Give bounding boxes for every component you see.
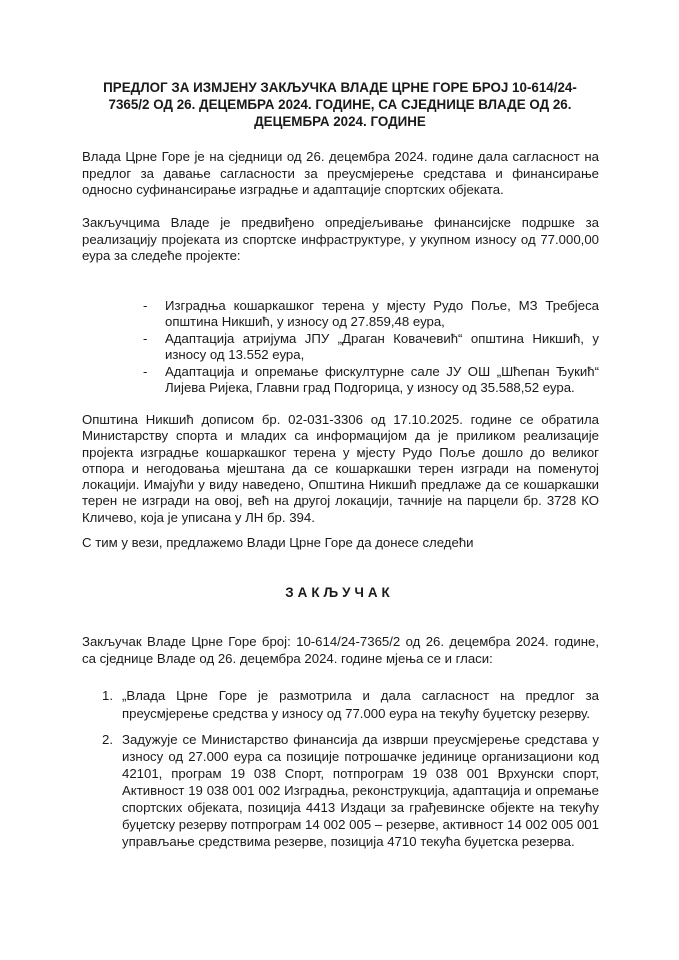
list-marker: - [143, 330, 148, 346]
list-item-text: Адаптација атријума ЈПУ „Драган Ковачевић“ општина Никшић, у износу од 13.552 еура, [165, 330, 599, 363]
paragraph-proposal: С тим у вези, предлажемо Влади Црне Горе да донесе следећи [82, 535, 474, 550]
list-item-text: Изградња кошаркашког терена у мјесту Рудо Поље, МЗ Требјеса општина Никшић, у износу од 27.859,48 еура, [165, 298, 599, 330]
list-item [143, 298, 599, 331]
list-marker: - [143, 363, 148, 379]
list-item [143, 364, 599, 397]
paragraph-conclusion-intro: Закључак Владе Црне Горе број: 10-614/24-7365/2 од 26. децембра 2024. године, са сједнице Владе од 26. децембра 2024. године мјења се и гласи: [82, 634, 599, 666]
list-marker: - [143, 298, 148, 313]
paragraph-government-consent: Влада Црне Горе је на сједници од 26. децембра 2024. године дала сагласност на предлог за давање сагласности за преусмјерење средстава и финансирање односно суфинансирање изградње и адаптације спортских објеката. [82, 149, 599, 198]
list-item-text: Адаптација и опремање фискултурне сале ЈУ ОШ „Шћепан Ђукић“ Лијева Ријека, Главни град Подгорица, у износу од 35.588,52 еура. [165, 363, 599, 396]
list-number: 2. [102, 732, 113, 747]
list-item [102, 687, 599, 723]
list-item [143, 331, 599, 364]
document-title: ПРЕДЛОГ ЗА ИЗМЈЕНУ ЗАКЉУЧКА ВЛАДЕ ЦРНЕ ГОРЕ БРОЈ 10-614/24-7365/2 ОД 26. ДЕЦЕМБРА 2024. ГОДИНЕ, СА СЈЕДНИЦЕ ВЛАДЕ ОД 26. ДЕЦЕМБРА 2024. ГОДИНЕ [103, 80, 577, 129]
conclusion-heading: ЗАКЉУЧАК [285, 585, 394, 600]
list-item-text: Задужује се Министарство финансија да изврши преусмјерење средстава у износу од 27.000 еура са позиције потрошачке јединице организациони код 42101, програм 19 038 Спорт, потпрограм 19 038 001 Врхунски спорт, Активност 19 038 001 002 Изградња, реконструкција, адаптација и опремање спортских објеката, позиција 4413 Издаци за грађевинске објекте на текућу буџетску резерву потпрограм 14 002 005 – резерве, активност 14 002 005 001 управљање средствима резерве, позиција 4710 текућа буџетска резерва. [122, 732, 599, 849]
list-number: 1. [102, 688, 113, 703]
paragraph-financial-support: Закључцима Владе је предвиђено опредјељивање финансијске подршке за реализацију пројеката из спортске инфраструктуре, у укупном износу од 77.000,00 еура за следеће пројекте: [82, 215, 599, 264]
projects-list [143, 298, 599, 396]
list-item [102, 731, 599, 850]
conclusion-items-list [102, 687, 599, 850]
paragraph-niksic-letter: Општина Никшић дописом бр. 02-031-3306 од 17.10.2025. године се обратила Министарству спорта и младих са информацијом да је приликом реализације пројекта изградње кошаркашког терена у мјесту Рудо Поље дошло до великог отпора и негодовања мјештана да се кошаркашки терен изгради на поменутој локацији. Имајући у виду наведено, Општина Никшић предлаже да се кошаркашки терен не изгради на овој, већ на другој локацији, тачније на парцели бр. 3728 КО Кличево, која је уписана у ЛН бр. 394. [82, 412, 599, 525]
list-item-text: „Влада Црне Горе је размотрила и дала сагласност на предлог за преусмјерење средства у износу од 77.000 еура на текућу буџетску резерву. [122, 688, 599, 721]
